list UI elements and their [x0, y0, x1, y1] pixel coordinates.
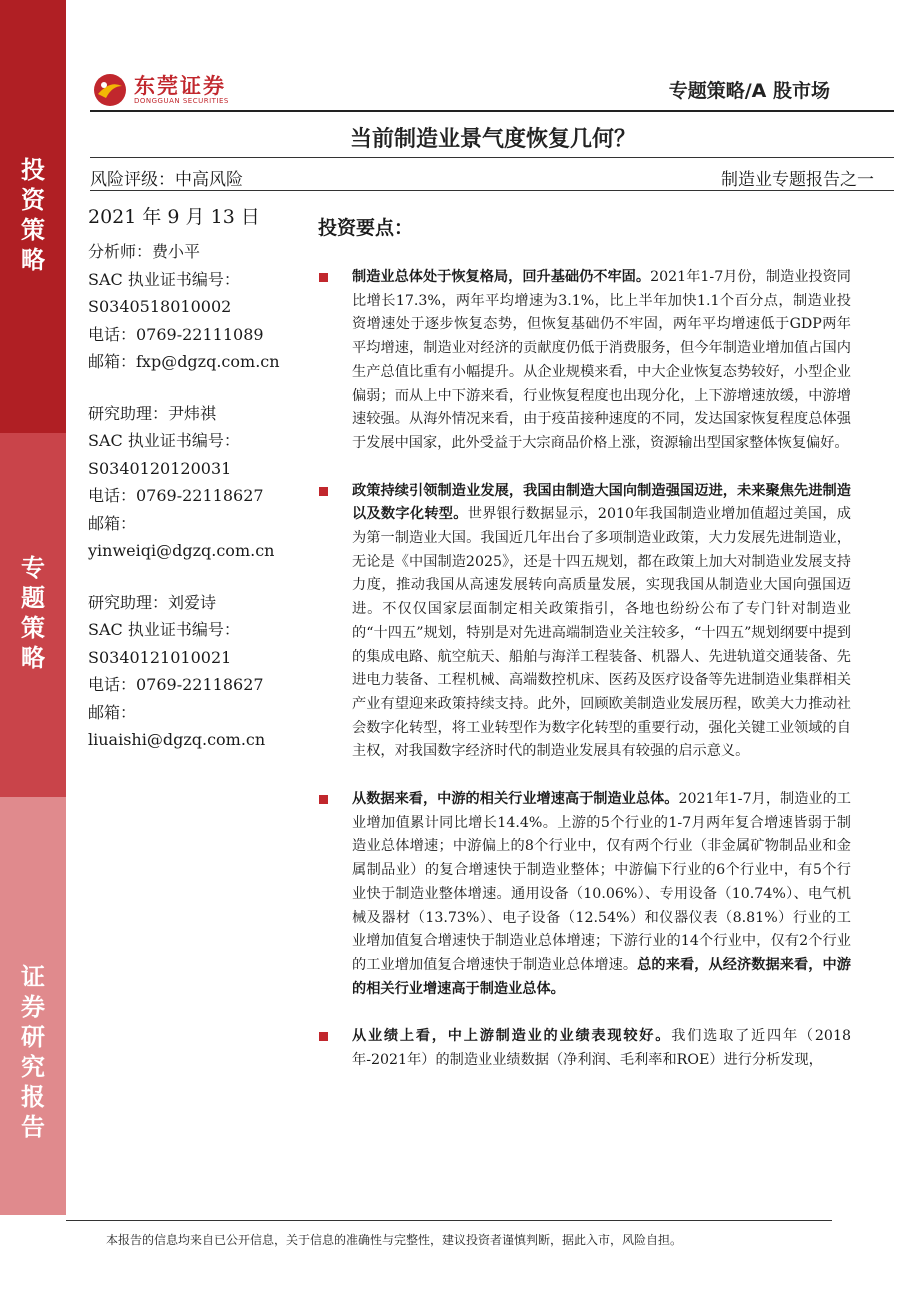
analyst-email[interactable]: yinweiqi@dgzq.com.cn — [88, 541, 275, 560]
company-logo — [92, 72, 229, 108]
footer-divider — [66, 1220, 832, 1221]
analyst-name: 研究助理：刘爱诗 — [88, 592, 217, 612]
key-point-body: 世界银行数据显示，2010年我国制造业增加值超过美国，成为第一制造业大国。我国近几年出台了多项制造业政策，大力发展先进制造业，无论是《中国制造2025》，还是十四五规划，都在政策上加大对制造业发展支持力度，推动我国从高速发展转向高质量发展，实现我国从制造业大国向强国迈进。不仅仅国家层面制定相关政策指引，各地也纷纷公布了专门针对制造业的“十四五”规划，特别是对先进高端制造业关注较多，“十四五”规划纲要中提到的集成电路、航空航天、船舶与海洋工程装备、机器人、先进轨道交通装备、先进电力装备、工程机械、高端数控机床、医药及医疗设备等先进制造业集群相关产业有望迎来政策持续支持。此外，回顾欧美制造业发展历程，欧美大力推动社会数字化转型，将工业转型作为数字化转型的重要行动，强化关键工业领域的自主权，对我国数字经济时代的制造业发展具有较强的启示意义。 — [352, 506, 851, 760]
report-series: 制造业专题报告之一 — [721, 170, 874, 190]
risk-rating: 风险评级：中高风险 — [90, 170, 243, 190]
analyst-name: 分析师：费小平 — [88, 242, 201, 261]
analyst-sac-label: SAC 执业证书编号： — [88, 620, 240, 639]
bullet-square-icon — [319, 487, 328, 496]
sidebar — [0, 0, 66, 1215]
bullet-square-icon — [319, 1032, 328, 1041]
analyst-card — [88, 400, 303, 565]
analyst-phone: 电话：0769-22111089 — [88, 324, 264, 344]
bullet-square-icon — [319, 273, 328, 282]
key-point — [318, 788, 851, 1001]
analyst-card — [88, 238, 303, 376]
logo-name-cn: 东莞证券 — [134, 73, 226, 98]
key-point-body: 2021年1-7月份，制造业投资同比增长17.3%，两年平均增速为3.1%，比上半年加快1.1个百分点，制造业投资增速处于逐步恢复态势，但恢复基础仍不牢固，两年平均增速低于GDP两年平均增速，制造业对经济的贡献度仍低于消费服务，但今年制造业增加值占国内生产总值比重有小幅提升。从企业规模来看，中大企业恢复态势较好，小型企业偏弱；而从上中下游来看，行业恢复程度也出现分化，上下游增速放缓，中游增速较强。从海外情况来看，由于疫苗接种速度的不同，发达国家恢复程度总体强于发展中国家，此外受益于大宗商品价格上涨，资源输出型国家整体恢复偏好。 — [352, 269, 851, 451]
analyst-sac: S0340121010021 — [88, 647, 232, 667]
logo-name-en: DONGGUAN SECURITIES — [134, 96, 229, 105]
key-point-conclusion: 总的来看，从经济数据来看，中游的相关行业增速高于制造业总体。 — [352, 956, 851, 997]
analyst-sac: S0340518010002 — [88, 297, 232, 316]
logo-mark-icon — [92, 72, 128, 108]
key-point-lead: 政策持续引领制造业发展，我国由制造大国向制造强国迈进，未来聚焦先进制造以及数字化转型。 — [352, 482, 851, 523]
sidebar-block-securities-research: 证 券 研 究 报 告 — [0, 797, 66, 1215]
sidebar-block-topic-strategy: 专 题 策 略 — [0, 433, 66, 797]
sidebar-block-investment-strategy: 投 资 策 略 — [0, 0, 66, 433]
analyst-sac: S0340120120031 — [88, 458, 232, 478]
disclaimer: 本报告的信息均来自已公开信息，关于信息的准确性与完整性，建议投资者谨慎判断，据此入市，风险自担。 — [106, 1233, 683, 1247]
report-category: 专题策略/A 股市场 — [668, 80, 830, 102]
key-points-section — [318, 213, 851, 1097]
analyst-email-label: 邮箱： — [88, 513, 137, 533]
header-divider — [90, 110, 894, 112]
key-point-lead: 从业绩上看，中上游制造业的业绩表现较好。 — [352, 1028, 672, 1045]
analyst-sac-label: SAC 执业证书编号： — [88, 431, 240, 450]
key-point-body: 我们选取了近四年（2018年-2021年）的制造业业绩数据（净利润、毛利率和ROE）进行分析发现， — [352, 1028, 851, 1069]
analyst-sac-label: SAC 执业证书编号： — [88, 269, 240, 289]
key-points-title: 投资要点： — [318, 217, 414, 239]
analyst-email[interactable]: 邮箱：fxp@dgzq.com.cn — [88, 352, 280, 371]
title-divider — [90, 157, 894, 158]
analyst-name: 研究助理：尹炜祺 — [88, 403, 217, 423]
key-point — [318, 480, 851, 764]
key-point-lead: 从数据来看，中游的相关行业增速高于制造业总体。 — [352, 791, 679, 808]
analyst-phone: 电话：0769-22118627 — [88, 675, 264, 694]
analyst-email[interactable]: liuaishi@dgzq.com.cn — [88, 730, 266, 749]
bullet-square-icon — [319, 795, 328, 804]
meta-divider — [90, 190, 894, 191]
key-point-lead: 制造业总体处于恢复格局，回升基础仍不牢固。 — [352, 269, 651, 285]
analyst-panel — [88, 200, 303, 754]
report-title: 当前制造业景气度恢复几何？ — [349, 127, 636, 152]
key-point — [318, 266, 851, 456]
key-point-body: 2021年1-7月，制造业的工业增加值累计同比增长14.4%。上游的5个行业的1-7月两年复合增速皆弱于制造业总体增速；中游偏上的8个行业中，仅有两个行业（非金属矿物制品业和金属制品业）的复合增速快于制造业整体；中游偏下行业的6个行业中，有5个行业快于制造业整体增速。通用设备（10.06%）、专用设备（10.74%）、电气机械及器材（13.73%）、电子设备（12.54%）和仪器仪表（8.81%）行业的工业增加值复合增速快于制造业总体增速；下游行业的14个行业中，仅有2个行业的工业增加值复合增速快于制造业总体增速。 — [352, 791, 851, 973]
analyst-card — [88, 589, 303, 754]
analyst-email-label: 邮箱： — [88, 702, 137, 722]
key-point — [318, 1025, 851, 1072]
analyst-phone: 电话：0769-22118627 — [88, 486, 264, 505]
report-date: 2021 年 9 月 13 日 — [88, 206, 260, 228]
